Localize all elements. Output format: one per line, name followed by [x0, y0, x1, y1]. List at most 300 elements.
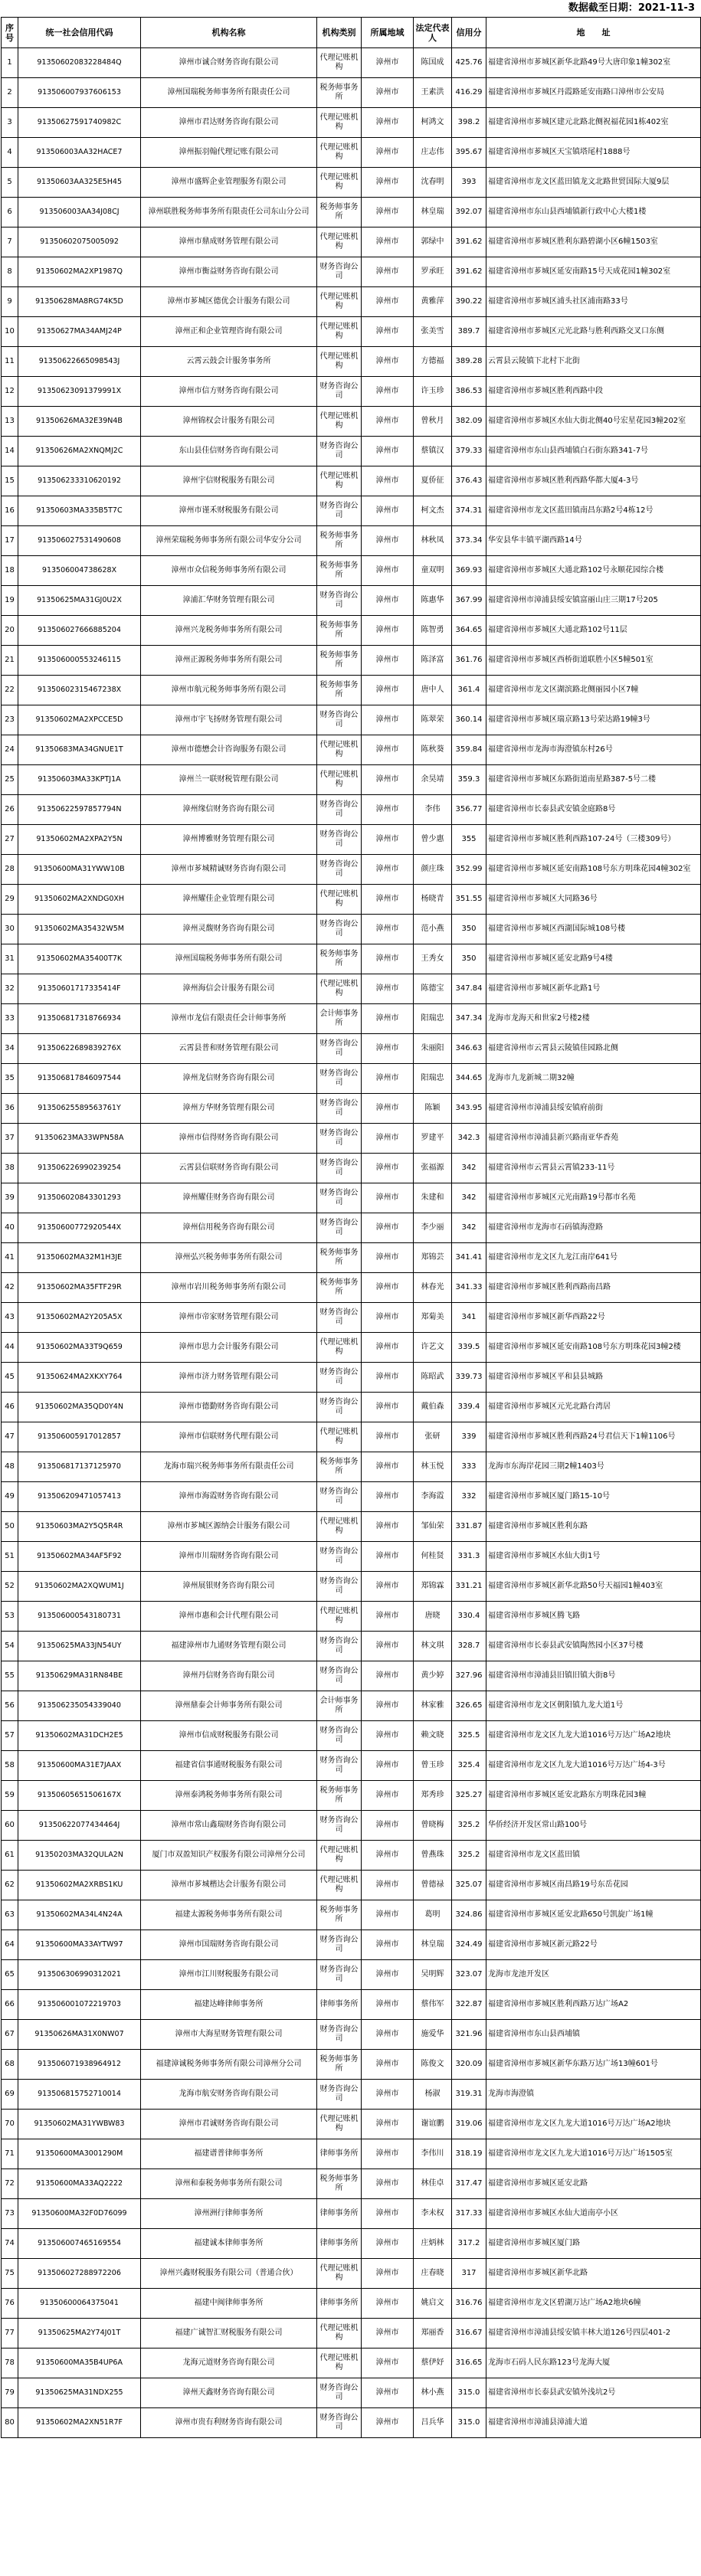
cell-address: 华侨经济开发区常山路100号 — [486, 1811, 701, 1841]
cell-index: 36 — [2, 1094, 18, 1124]
cell-credit-code: 91350627591740982C — [18, 108, 141, 138]
cell-address: 福建省漳州市芗城区元光北路与胜利西路交叉口东侧 — [486, 317, 701, 347]
cell-org-name: 福建广诚智汇财税服务有限公司 — [141, 2319, 317, 2349]
cell-legal-rep: 唐晓 — [414, 1602, 452, 1632]
table-row — [2, 347, 701, 377]
cell-org-name: 漳州市信联财务代理有限公司 — [141, 1422, 317, 1452]
cell-legal-rep: 王秀女 — [414, 944, 452, 974]
cell-org-name: 漳州灵馥财务咨询有限公司 — [141, 915, 317, 944]
cell-credit-score: 325.27 — [452, 1781, 486, 1811]
cell-index: 69 — [2, 2080, 18, 2110]
cell-credit-code: 91350600MA31E7JAAX — [18, 1751, 141, 1781]
column-header-region: 所属地域 — [362, 18, 414, 48]
cell-org-type: 财务咨询公司 — [317, 1661, 362, 1691]
cell-address: 福建省漳州市芗城区建元北路北侧祝福花园1栋402室 — [486, 108, 701, 138]
cell-region: 漳州市 — [362, 1482, 414, 1512]
cell-credit-code: 913506817846097544 — [18, 1064, 141, 1094]
cell-address: 福建省漳州市芗城区大同路36号 — [486, 885, 701, 915]
cell-address: 云霄县云陵镇下北村下北街 — [486, 347, 701, 377]
cell-org-type: 财务咨询公司 — [317, 1094, 362, 1124]
cell-index: 75 — [2, 2259, 18, 2289]
cell-region: 漳州市 — [362, 1632, 414, 1661]
cell-org-name: 龙海元道财务咨询有限公司 — [141, 2349, 317, 2378]
cell-org-type: 财务咨询公司 — [317, 1632, 362, 1661]
cell-address: 福建省漳州市芗城区新华北路 — [486, 2259, 701, 2289]
cell-credit-code: 913506071938964912 — [18, 2050, 141, 2080]
column-header-legal-rep: 法定代表人 — [414, 18, 452, 48]
cell-credit-score: 333 — [452, 1452, 486, 1482]
cell-index: 44 — [2, 1333, 18, 1363]
cell-address: 福建省漳州市芗城区胜利东路碧湖小区6幢1503室 — [486, 227, 701, 257]
column-header-credit-code: 统一社会信用代码 — [18, 18, 141, 48]
cell-credit-code: 913506000543180731 — [18, 1602, 141, 1632]
table-row — [2, 2289, 701, 2319]
cell-credit-score: 325.2 — [452, 1841, 486, 1871]
cell-index: 57 — [2, 1721, 18, 1751]
cell-region: 漳州市 — [362, 2080, 414, 2110]
cell-credit-score: 352.99 — [452, 855, 486, 885]
cell-credit-score: 425.76 — [452, 48, 486, 78]
cell-org-name: 漳州耀佳企业管理有限公司 — [141, 885, 317, 915]
cell-credit-score: 373.34 — [452, 526, 486, 556]
cell-org-type: 财务咨询公司 — [317, 1811, 362, 1841]
cell-index: 4 — [2, 138, 18, 168]
cell-org-type: 代理记账机构 — [317, 227, 362, 257]
cell-address: 福建省漳州市芗城区延安北路东方明珠花园3幢 — [486, 1781, 701, 1811]
cell-legal-rep: 阳瑞忠 — [414, 1064, 452, 1094]
cell-org-name: 漳州锦权会计服务有限公司 — [141, 407, 317, 437]
cell-legal-rep: 陈泽富 — [414, 646, 452, 676]
cell-index: 31 — [2, 944, 18, 974]
table-row — [2, 1094, 701, 1124]
cell-org-type: 律师事务所 — [317, 2139, 362, 2169]
cell-org-name: 漳州市芗城区源纳会计服务有限公司 — [141, 1512, 317, 1542]
cell-credit-code: 913506000553246115 — [18, 646, 141, 676]
cell-legal-rep: 李伟 — [414, 795, 452, 825]
cell-credit-score: 317.2 — [452, 2229, 486, 2259]
cell-org-type: 财务咨询公司 — [317, 1393, 362, 1422]
cell-org-name: 漳州市岩川税务师事务所有限公司 — [141, 1273, 317, 1303]
cell-index: 50 — [2, 1512, 18, 1542]
cell-region: 漳州市 — [362, 198, 414, 227]
cell-org-type: 财务咨询公司 — [317, 705, 362, 735]
cell-org-name: 云霄云鼓会计服务事务所 — [141, 347, 317, 377]
cell-index: 16 — [2, 496, 18, 526]
cell-index: 80 — [2, 2408, 18, 2438]
cell-legal-rep: 范小燕 — [414, 915, 452, 944]
column-header-org-type: 机构类别 — [317, 18, 362, 48]
cell-credit-code: 91350622597857794N — [18, 795, 141, 825]
cell-legal-rep: 林佳卓 — [414, 2169, 452, 2199]
cell-index: 21 — [2, 646, 18, 676]
cell-credit-code: 91350602MA35FTF29R — [18, 1273, 141, 1303]
cell-legal-rep: 郑锦霖 — [414, 1572, 452, 1602]
cell-credit-code: 91350605651506167X — [18, 1781, 141, 1811]
cell-org-type: 代理记账机构 — [317, 765, 362, 795]
cell-address: 福建省漳州市芗城区延安北路650号凯旋广场1幢 — [486, 1900, 701, 1930]
cell-legal-rep: 曾玉珍 — [414, 1751, 452, 1781]
cell-address: 福建省漳州市芗城区新华西路22号 — [486, 1303, 701, 1333]
table-row — [2, 1303, 701, 1333]
cell-index: 7 — [2, 227, 18, 257]
cell-credit-code: 913506209471057413 — [18, 1482, 141, 1512]
cell-credit-score: 379.33 — [452, 437, 486, 466]
table-row — [2, 1154, 701, 1183]
cell-credit-code: 91350600MA35B4UP6A — [18, 2349, 141, 2378]
cell-index: 43 — [2, 1303, 18, 1333]
cell-legal-rep: 郭绿中 — [414, 227, 452, 257]
cell-credit-score: 342.3 — [452, 1124, 486, 1154]
cell-address: 福建省漳州市芗城区延安南路108号东方明珠花园4幢302室 — [486, 855, 701, 885]
cell-org-type: 财务咨询公司 — [317, 496, 362, 526]
cell-credit-score: 376.43 — [452, 466, 486, 496]
cell-org-type: 税务师事务所 — [317, 198, 362, 227]
cell-org-type: 律师事务所 — [317, 2229, 362, 2259]
cell-org-type: 代理记账机构 — [317, 287, 362, 317]
cell-credit-score: 342 — [452, 1213, 486, 1243]
cell-region: 漳州市 — [362, 795, 414, 825]
cell-legal-rep: 吕兵华 — [414, 2408, 452, 2438]
cell-region: 漳州市 — [362, 2139, 414, 2169]
cell-org-name: 漳州泰鸿税务师事务所有限公司 — [141, 1781, 317, 1811]
cell-address: 福建省漳州市漳浦县旧镇旧镇大街8号 — [486, 1661, 701, 1691]
cell-legal-rep: 李少丽 — [414, 1213, 452, 1243]
cell-address: 福建省漳州市龙文区九龙大道1016号万达广场1505室 — [486, 2139, 701, 2169]
cell-credit-code: 913506020843301293 — [18, 1183, 141, 1213]
table-row — [2, 1243, 701, 1273]
cell-region: 漳州市 — [362, 616, 414, 646]
cell-region: 漳州市 — [362, 1393, 414, 1422]
cell-credit-code: 913506235054339040 — [18, 1691, 141, 1721]
cell-address: 福建省漳州市芗城区大通北路102号11层 — [486, 616, 701, 646]
cell-region: 漳州市 — [362, 2020, 414, 2050]
cell-address: 福建省漳州市芗城区新华东路万达广场13幢601号 — [486, 2050, 701, 2080]
cell-legal-rep: 陈俊文 — [414, 2050, 452, 2080]
cell-legal-rep: 蔡镇汉 — [414, 437, 452, 466]
cell-address: 福建省漳州市芗城区平和县县城路 — [486, 1363, 701, 1393]
cell-credit-code: 91350603AA325E5H45 — [18, 168, 141, 198]
cell-credit-score: 359.84 — [452, 735, 486, 765]
cell-org-name: 漳州市芗城区德优会计服务有限公司 — [141, 287, 317, 317]
cell-credit-code: 91350623MA33WPN58A — [18, 1124, 141, 1154]
table-row — [2, 1930, 701, 1960]
cell-credit-score: 364.65 — [452, 616, 486, 646]
cell-credit-score: 331.21 — [452, 1572, 486, 1602]
cell-index: 71 — [2, 2139, 18, 2169]
cell-legal-rep: 阳瑞忠 — [414, 1004, 452, 1034]
cell-org-name: 漳州市德懋会计咨询服务有限公司 — [141, 735, 317, 765]
cell-credit-score: 325.2 — [452, 1811, 486, 1841]
cell-credit-score: 355 — [452, 825, 486, 855]
cell-address: 福建省漳州市芗城区延安南路15号天成花园1幢302室 — [486, 257, 701, 287]
cell-credit-code: 91350625MA31GJ0U2X — [18, 586, 141, 616]
cell-index: 20 — [2, 616, 18, 646]
cell-org-name: 福建诚本律师事务所 — [141, 2229, 317, 2259]
cell-org-type: 财务咨询公司 — [317, 1721, 362, 1751]
cell-credit-score: 374.31 — [452, 496, 486, 526]
cell-address: 福建省漳州市芗城区新华北路50号天福园1幢403室 — [486, 1572, 701, 1602]
cell-region: 漳州市 — [362, 646, 414, 676]
cell-address: 福建省漳州市芗城区天宝镇塔尾村1888号 — [486, 138, 701, 168]
table-row — [2, 257, 701, 287]
cell-org-type: 代理记账机构 — [317, 168, 362, 198]
cell-org-type: 代理记账机构 — [317, 347, 362, 377]
cell-credit-score: 317.47 — [452, 2169, 486, 2199]
cell-region: 漳州市 — [362, 2110, 414, 2139]
cell-org-type: 代理记账机构 — [317, 48, 362, 78]
cell-org-type: 财务咨询公司 — [317, 2080, 362, 2110]
cell-credit-code: 91350625589563761Y — [18, 1094, 141, 1124]
cell-credit-score: 416.29 — [452, 78, 486, 108]
cell-address: 福建省漳州市龙文区九龙大道1016号万达广场4-3号 — [486, 1751, 701, 1781]
cell-address: 福建省漳州市东山县西埔镇新行政中心大楼1楼 — [486, 198, 701, 227]
cell-org-name: 漳州缘信财务咨询有限公司 — [141, 795, 317, 825]
cell-legal-rep: 林秋凤 — [414, 526, 452, 556]
cell-address: 龙海市海澄镇 — [486, 2080, 701, 2110]
cell-org-name: 漳州市常山鑫瑞财务咨询有限公司 — [141, 1811, 317, 1841]
cell-region: 漳州市 — [362, 1333, 414, 1363]
table-row — [2, 496, 701, 526]
table-row — [2, 2139, 701, 2169]
cell-credit-code: 91350602MA2XPCCE5D — [18, 705, 141, 735]
cell-credit-code: 91350602MA2XNDG0XH — [18, 885, 141, 915]
cell-legal-rep: 黄雅萍 — [414, 287, 452, 317]
cell-credit-code: 91350602MA2XPA2Y5N — [18, 825, 141, 855]
table-row — [2, 1900, 701, 1930]
cell-index: 13 — [2, 407, 18, 437]
cell-org-type: 财务咨询公司 — [317, 1930, 362, 1960]
cell-address: 福建省漳州市芗城区胜利西路中段 — [486, 377, 701, 407]
cell-credit-score: 322.87 — [452, 1990, 486, 2020]
cell-legal-rep: 余昊靖 — [414, 765, 452, 795]
cell-region: 漳州市 — [362, 496, 414, 526]
cell-org-name: 福建太源税务师事务所有限公司 — [141, 1900, 317, 1930]
cell-region: 漳州市 — [362, 1960, 414, 1990]
cell-credit-score: 316.65 — [452, 2349, 486, 2378]
cell-region: 漳州市 — [362, 1930, 414, 1960]
cell-credit-score: 330.4 — [452, 1602, 486, 1632]
cell-region: 漳州市 — [362, 735, 414, 765]
cell-org-name: 漳州市大海星财务管理有限公司 — [141, 2020, 317, 2050]
cell-address: 福建省漳州市芗城区元光北路台湾居 — [486, 1393, 701, 1422]
cell-credit-code: 91350600MA33AYTW97 — [18, 1930, 141, 1960]
cell-org-name: 漳州展银财务咨询有限公司 — [141, 1572, 317, 1602]
cell-legal-rep: 李伟川 — [414, 2139, 452, 2169]
cell-legal-rep: 郑丽香 — [414, 2319, 452, 2349]
cell-address: 福建省漳州市芗城区东路街道南星路387-5号二楼 — [486, 765, 701, 795]
cell-org-name: 漳州振羽翰代理记账有限公司 — [141, 138, 317, 168]
cell-legal-rep: 张研 — [414, 1422, 452, 1452]
cell-legal-rep: 谢谊鹏 — [414, 2110, 452, 2139]
cell-credit-score: 369.93 — [452, 556, 486, 586]
cell-address: 福建省漳州市云霄县云霄镇233-11号 — [486, 1154, 701, 1183]
cell-legal-rep: 沈春明 — [414, 168, 452, 198]
cell-region: 漳州市 — [362, 1721, 414, 1751]
cell-region: 漳州市 — [362, 1243, 414, 1273]
cell-org-name: 漳州荣瑞税务师事务所有限公司华安分公司 — [141, 526, 317, 556]
table-row — [2, 586, 701, 616]
cell-org-name: 漳州市鼎成财务管理有限公司 — [141, 227, 317, 257]
table-row — [2, 1124, 701, 1154]
table-row — [2, 526, 701, 556]
cell-credit-code: 91350625MA33JN54UY — [18, 1632, 141, 1661]
cell-address: 福建省漳州市龙文区九龙大道1016号万达广场A2地块 — [486, 1721, 701, 1751]
table-row — [2, 466, 701, 496]
cell-address: 福建省漳州市漳浦县绥安镇府前街 — [486, 1094, 701, 1124]
cell-org-name: 漳州弘兴税务师事务所有限公司 — [141, 1243, 317, 1273]
table-row — [2, 885, 701, 915]
cell-address: 福建省漳州市芗城区浦头社区浦南路33号 — [486, 287, 701, 317]
cell-legal-rep: 林玉悦 — [414, 1452, 452, 1482]
cell-region: 漳州市 — [362, 108, 414, 138]
cell-region: 漳州市 — [362, 1034, 414, 1064]
cell-legal-rep: 陈颖 — [414, 1094, 452, 1124]
cell-index: 9 — [2, 287, 18, 317]
cell-org-name: 漳州方华财务管理有限公司 — [141, 1094, 317, 1124]
cell-credit-code: 91350602MA2Y205A5X — [18, 1303, 141, 1333]
cell-credit-score: 361.4 — [452, 676, 486, 705]
cell-credit-code: 913506004738628X — [18, 556, 141, 586]
cell-org-name: 漳州市衡益财务咨询有限公司 — [141, 257, 317, 287]
cell-address: 福建省漳州市龙文区九龙大道1016号万达广场A2地块 — [486, 2110, 701, 2139]
cell-legal-rep: 邹仙荣 — [414, 1512, 452, 1542]
cell-credit-score: 398.2 — [452, 108, 486, 138]
cell-region: 漳州市 — [362, 1124, 414, 1154]
cell-org-name: 漳州正源税务师事务所有限公司 — [141, 646, 317, 676]
cell-org-type: 税务师事务所 — [317, 1243, 362, 1273]
cell-credit-code: 913506306990312021 — [18, 1960, 141, 1990]
cell-org-type: 税务师事务所 — [317, 2050, 362, 2080]
cell-region: 漳州市 — [362, 1841, 414, 1871]
table-row — [2, 1602, 701, 1632]
cell-legal-rep: 葛明 — [414, 1900, 452, 1930]
cell-org-name: 漳州市君达财务咨询有限公司 — [141, 108, 317, 138]
cell-credit-code: 91350624MA2XKXY764 — [18, 1363, 141, 1393]
cell-index: 33 — [2, 1004, 18, 1034]
cell-credit-score: 320.09 — [452, 2050, 486, 2080]
cell-legal-rep: 庄志伟 — [414, 138, 452, 168]
cell-legal-rep: 罗承旺 — [414, 257, 452, 287]
cell-credit-score: 350 — [452, 915, 486, 944]
cell-index: 54 — [2, 1632, 18, 1661]
cell-credit-code: 91350602MA2XP1987Q — [18, 257, 141, 287]
table-row — [2, 168, 701, 198]
cell-org-type: 代理记账机构 — [317, 2259, 362, 2289]
table-row — [2, 377, 701, 407]
cell-org-name: 漳州天鑫财务咨询有限公司 — [141, 2378, 317, 2408]
cell-credit-score: 341 — [452, 1303, 486, 1333]
cell-address: 福建省漳州市云霄县云陵镇佳园路北侧 — [486, 1034, 701, 1064]
cell-region: 漳州市 — [362, 1512, 414, 1542]
cell-org-type: 律师事务所 — [317, 2199, 362, 2229]
cell-org-type: 代理记账机构 — [317, 1871, 362, 1900]
cell-org-type: 代理记账机构 — [317, 974, 362, 1004]
cell-org-type: 财务咨询公司 — [317, 1183, 362, 1213]
cell-region: 漳州市 — [362, 2050, 414, 2080]
cell-legal-rep: 郑锦芸 — [414, 1243, 452, 1273]
cell-address: 福建省漳州市龙海市石码镇海澄路 — [486, 1213, 701, 1243]
table-row — [2, 1393, 701, 1422]
cell-org-type: 财务咨询公司 — [317, 2378, 362, 2408]
cell-org-type: 税务师事务所 — [317, 556, 362, 586]
cell-org-type: 财务咨询公司 — [317, 915, 362, 944]
cell-index: 56 — [2, 1691, 18, 1721]
cell-credit-code: 91350600064375041 — [18, 2289, 141, 2319]
cell-address: 福建省漳州市漳浦县绥安镇富丽山庄三期17号205 — [486, 586, 701, 616]
cell-address: 福建省漳州市芗城区南昌路19号东岳花园 — [486, 1871, 701, 1900]
table-row — [2, 2378, 701, 2408]
cell-credit-score: 319.06 — [452, 2110, 486, 2139]
cell-address: 福建省漳州市芗城区延安北路9号4楼 — [486, 944, 701, 974]
cell-credit-code: 91350627MA34AMJ24P — [18, 317, 141, 347]
cell-index: 46 — [2, 1393, 18, 1422]
cell-index: 48 — [2, 1452, 18, 1482]
cell-region: 漳州市 — [362, 2349, 414, 2378]
cell-index: 22 — [2, 676, 18, 705]
cell-index: 60 — [2, 1811, 18, 1841]
institution-table — [1, 17, 701, 2438]
cell-region: 漳州市 — [362, 1303, 414, 1333]
cell-org-type: 财务咨询公司 — [317, 1960, 362, 1990]
cell-org-type: 财务咨询公司 — [317, 1124, 362, 1154]
cell-address: 华安县华丰镇平湖西路14号 — [486, 526, 701, 556]
cell-legal-rep: 陈智勇 — [414, 616, 452, 646]
cell-address: 福建省漳州市龙文区朝阳镇九龙大道1号 — [486, 1691, 701, 1721]
cell-address: 福建省漳州市芗城区新华北路1号 — [486, 974, 701, 1004]
cell-credit-score: 392.07 — [452, 198, 486, 227]
cell-region: 漳州市 — [362, 2289, 414, 2319]
cell-credit-score: 344.65 — [452, 1064, 486, 1094]
cell-credit-code: 91350623091379991X — [18, 377, 141, 407]
cell-legal-rep: 杨淑 — [414, 2080, 452, 2110]
cell-credit-code: 91350602MA35400T7K — [18, 944, 141, 974]
table-row — [2, 1064, 701, 1094]
cell-region: 漳州市 — [362, 974, 414, 1004]
cell-org-type: 代理记账机构 — [317, 466, 362, 496]
table-row — [2, 1721, 701, 1751]
cell-org-name: 漳州鼎泰会计师事务所有限公司 — [141, 1691, 317, 1721]
cell-address: 福建省漳州市漳浦县新兴路南亚华香苑 — [486, 1124, 701, 1154]
cell-credit-code: 91350600MA3001290M — [18, 2139, 141, 2169]
cell-org-type: 财务咨询公司 — [317, 1542, 362, 1572]
table-row — [2, 1482, 701, 1512]
cell-region: 漳州市 — [362, 1542, 414, 1572]
cell-org-type: 代理记账机构 — [317, 108, 362, 138]
cell-region: 漳州市 — [362, 885, 414, 915]
cell-org-type: 税务师事务所 — [317, 1900, 362, 1930]
cell-region: 漳州市 — [362, 1572, 414, 1602]
cell-region: 漳州市 — [362, 1900, 414, 1930]
cell-org-name: 漳州联胜税务师事务所有限责任公司东山分公司 — [141, 198, 317, 227]
column-header-credit-score: 信用分 — [452, 18, 486, 48]
cell-legal-rep: 陈国成 — [414, 48, 452, 78]
cell-credit-code: 91350626MA32E39N4B — [18, 407, 141, 437]
cell-org-name: 福建谱普律师事务所 — [141, 2139, 317, 2169]
cell-region: 漳州市 — [362, 586, 414, 616]
cell-org-name: 漳州市德勤财务咨询有限公司 — [141, 1393, 317, 1422]
cell-credit-code: 91350203MA32QULA2N — [18, 1841, 141, 1871]
cell-region: 漳州市 — [362, 48, 414, 78]
cell-index: 17 — [2, 526, 18, 556]
cell-credit-score: 393 — [452, 168, 486, 198]
table-row — [2, 1542, 701, 1572]
cell-address: 福建省漳州市芗城区厦门路15-10号 — [486, 1482, 701, 1512]
cell-legal-rep: 庄炳林 — [414, 2229, 452, 2259]
cell-index: 38 — [2, 1154, 18, 1183]
cell-region: 漳州市 — [362, 1751, 414, 1781]
cell-credit-score: 339.4 — [452, 1393, 486, 1422]
table-row — [2, 1273, 701, 1303]
